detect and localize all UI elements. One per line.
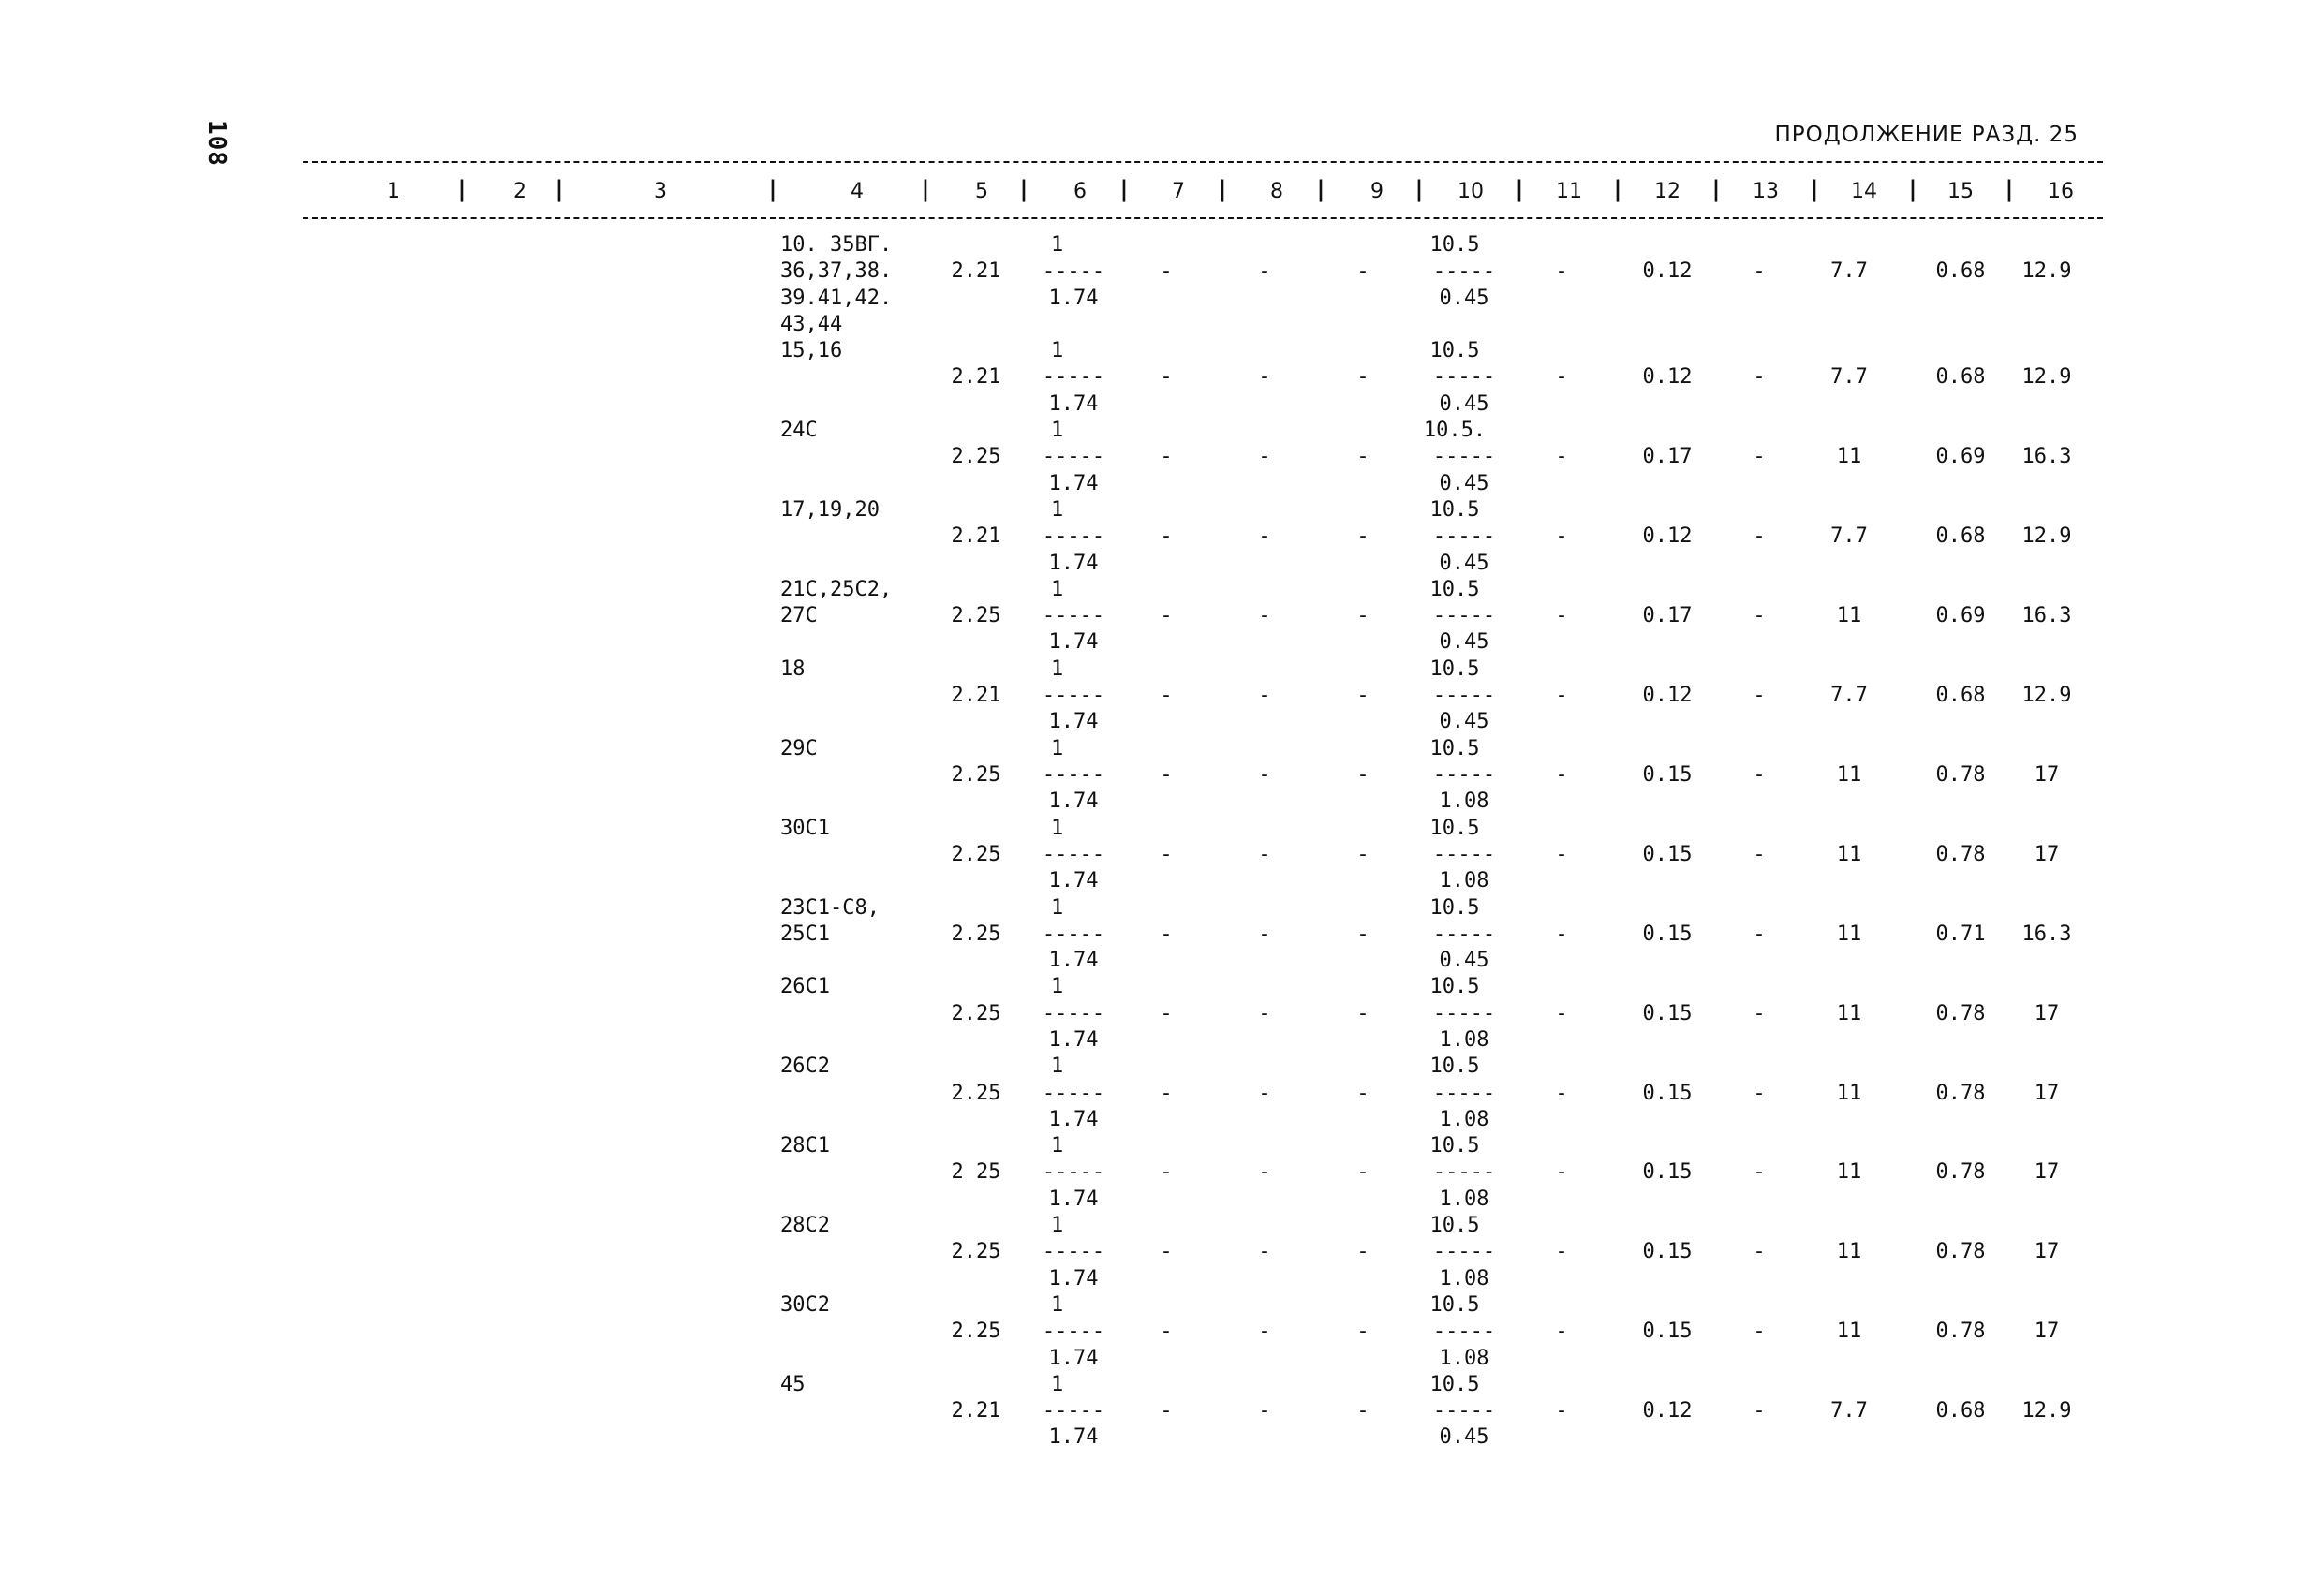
fraction-bar: -----	[1042, 684, 1105, 708]
cell-col-12: 0.15	[1642, 1160, 1693, 1185]
fraction-numerator: 1	[1051, 233, 1064, 257]
fraction-denominator: 1.74	[1048, 869, 1099, 893]
cell-col-14: 11	[1836, 1160, 1862, 1185]
column-header-1: 1	[387, 180, 400, 203]
fraction-numerator: 1	[1051, 339, 1064, 363]
row-label-line: 27С	[780, 604, 818, 628]
cell-col-7: -	[1160, 842, 1173, 866]
cell-col-8: -	[1258, 1001, 1271, 1025]
fraction-bar: -----	[1432, 445, 1496, 469]
cell-col-15: 0.78	[1935, 1240, 1986, 1264]
cell-col-12: 0.12	[1642, 524, 1693, 549]
cell-col-9: -	[1356, 365, 1369, 390]
cell-col-7: -	[1160, 1320, 1173, 1344]
cell-col-16: 17	[2034, 1160, 2060, 1185]
cell-col-14: 11	[1836, 922, 1862, 946]
cell-col-7: -	[1160, 445, 1173, 469]
cell-col-7: -	[1160, 1399, 1173, 1423]
column-header-16: 16	[2048, 180, 2074, 203]
row-label-line: 17,19,20	[780, 498, 880, 522]
cell-col-7: -	[1160, 259, 1173, 284]
fraction-bar: -----	[1432, 1399, 1496, 1423]
fraction-numerator: 10.5	[1429, 736, 1480, 760]
row-label-line: 26С1	[780, 975, 830, 999]
cell-col-13: -	[1753, 1160, 1766, 1185]
fraction-numerator: 1	[1051, 419, 1064, 443]
cell-col-11: -	[1555, 1081, 1568, 1105]
cell-col-8: -	[1258, 684, 1271, 708]
cell-col-13: -	[1753, 524, 1766, 549]
cell-col-11: -	[1555, 604, 1568, 628]
fraction-denominator: 0.45	[1439, 710, 1489, 734]
cell-col-9: -	[1356, 842, 1369, 866]
cell-col-11: -	[1555, 1399, 1568, 1423]
cell-col-8: -	[1258, 604, 1271, 628]
column-separator: |	[454, 176, 469, 202]
cell-col-11: -	[1555, 1320, 1568, 1344]
fraction-bar: -----	[1432, 762, 1496, 787]
cell-col-8: -	[1258, 259, 1271, 284]
cell-col-8: -	[1258, 842, 1271, 866]
cell-col-16: 12.9	[2021, 365, 2072, 390]
cell-col-15: 0.69	[1935, 604, 1986, 628]
cell-col-15: 0.68	[1935, 365, 1986, 390]
cell-col-11: -	[1555, 524, 1568, 549]
fraction-bar: -----	[1432, 365, 1496, 390]
fraction-numerator: 10.5	[1429, 1372, 1480, 1396]
cell-col-9: -	[1356, 1240, 1369, 1264]
column-header-2: 2	[513, 180, 526, 203]
cell-col-11: -	[1555, 762, 1568, 787]
row-label-line: 23С1-С8,	[780, 895, 880, 920]
fraction-bar: -----	[1432, 1320, 1496, 1344]
cell-col-14: 11	[1836, 1240, 1862, 1264]
cell-col-12: 0.15	[1642, 1081, 1693, 1105]
row-label-line: 30С1	[780, 816, 830, 840]
cell-col-13: -	[1753, 1001, 1766, 1025]
fraction-bar: -----	[1432, 1001, 1496, 1025]
fraction-bar: -----	[1042, 1160, 1105, 1185]
cell-col-15: 0.78	[1935, 1081, 1986, 1105]
fraction-denominator: 0.45	[1439, 286, 1489, 310]
fraction-numerator: 10.5	[1429, 975, 1480, 999]
cell-col-9: -	[1356, 259, 1369, 284]
fraction-denominator: 1.74	[1048, 630, 1099, 655]
fraction-numerator: 10.5	[1429, 1055, 1480, 1079]
cell-col-11: -	[1555, 445, 1568, 469]
fraction-bar: -----	[1432, 842, 1496, 866]
column-header-4: 4	[851, 180, 864, 203]
column-header-10: 10	[1458, 180, 1484, 203]
column-separator: |	[1512, 176, 1527, 202]
column-header-row	[0, 178, 2324, 206]
cell-col-5: 2.25	[951, 1320, 1001, 1344]
column-header-11: 11	[1556, 180, 1582, 203]
cell-col-16: 12.9	[2021, 1399, 2072, 1423]
fraction-bar: -----	[1042, 922, 1105, 946]
fraction-bar: -----	[1432, 1160, 1496, 1185]
header-bottom-rule	[303, 217, 2103, 219]
row-label-line: 36,37,38.	[780, 259, 893, 284]
fraction-numerator: 1	[1051, 975, 1064, 999]
page-number: 108	[202, 120, 230, 167]
cell-col-8: -	[1258, 1160, 1271, 1185]
fraction-denominator: 0.45	[1439, 630, 1489, 655]
fraction-bar: -----	[1432, 259, 1496, 284]
cell-col-11: -	[1555, 842, 1568, 866]
fraction-denominator: 1.08	[1439, 1107, 1489, 1131]
cell-col-14: 11	[1836, 445, 1862, 469]
fraction-numerator: 10.5	[1429, 656, 1480, 681]
cell-col-12: 0.15	[1642, 1240, 1693, 1264]
fraction-numerator: 1	[1051, 1134, 1064, 1158]
fraction-numerator: 10.5	[1429, 339, 1480, 363]
column-header-15: 15	[1947, 180, 1974, 203]
fraction-denominator: 0.45	[1439, 949, 1489, 973]
cell-col-13: -	[1753, 1240, 1766, 1264]
fraction-denominator: 0.45	[1439, 1425, 1489, 1450]
cell-col-14: 11	[1836, 842, 1862, 866]
cell-col-14: 7.7	[1830, 684, 1868, 708]
row-label-line: 18	[780, 656, 806, 681]
cell-col-5: 2.21	[951, 524, 1001, 549]
column-separator: |	[552, 176, 567, 202]
cell-col-15: 0.68	[1935, 524, 1986, 549]
cell-col-12: 0.17	[1642, 445, 1693, 469]
fraction-denominator: 1.74	[1048, 789, 1099, 814]
header-top-rule	[303, 161, 2103, 163]
fraction-bar: -----	[1042, 445, 1105, 469]
cell-col-16: 12.9	[2021, 684, 2072, 708]
cell-col-5: 2.21	[951, 259, 1001, 284]
cell-col-5: 2.21	[951, 1399, 1001, 1423]
cell-col-16: 17	[2034, 1320, 2060, 1344]
cell-col-7: -	[1160, 1081, 1173, 1105]
fraction-numerator: 1	[1051, 577, 1064, 601]
cell-col-11: -	[1555, 922, 1568, 946]
fraction-bar: -----	[1432, 1081, 1496, 1105]
cell-col-9: -	[1356, 1081, 1369, 1105]
column-separator: |	[1905, 176, 1920, 202]
fraction-numerator: 10.5	[1429, 1293, 1480, 1317]
cell-col-12: 0.12	[1642, 365, 1693, 390]
cell-col-14: 7.7	[1830, 524, 1868, 549]
cell-col-13: -	[1753, 445, 1766, 469]
column-separator: |	[1117, 176, 1132, 202]
cell-col-7: -	[1160, 762, 1173, 787]
cell-col-8: -	[1258, 1081, 1271, 1105]
column-header-3: 3	[654, 180, 667, 203]
column-separator: |	[1412, 176, 1427, 202]
cell-col-13: -	[1753, 1081, 1766, 1105]
fraction-denominator: 1.08	[1439, 789, 1489, 814]
fraction-bar: -----	[1042, 1081, 1105, 1105]
fraction-denominator: 1.74	[1048, 1266, 1099, 1291]
fraction-numerator: 10.5	[1429, 577, 1480, 601]
cell-col-5: 2.25	[951, 604, 1001, 628]
fraction-denominator: 1.74	[1048, 391, 1099, 416]
cell-col-7: -	[1160, 684, 1173, 708]
fraction-bar: -----	[1042, 762, 1105, 787]
cell-col-8: -	[1258, 524, 1271, 549]
cell-col-12: 0.12	[1642, 684, 1693, 708]
cell-col-5: 2.25	[951, 762, 1001, 787]
cell-col-7: -	[1160, 1001, 1173, 1025]
fraction-numerator: 1	[1051, 656, 1064, 681]
fraction-numerator: 1	[1051, 1055, 1064, 1079]
cell-col-5: 2.25	[951, 1001, 1001, 1025]
cell-col-11: -	[1555, 1160, 1568, 1185]
cell-col-8: -	[1258, 1240, 1271, 1264]
column-separator: |	[1016, 176, 1031, 202]
row-label-line: 45	[780, 1372, 806, 1396]
cell-col-5: 2.21	[951, 684, 1001, 708]
cell-col-16: 16.3	[2021, 604, 2072, 628]
cell-col-15: 0.78	[1935, 1001, 1986, 1025]
cell-col-15: 0.78	[1935, 1160, 1986, 1185]
cell-col-13: -	[1753, 842, 1766, 866]
fraction-numerator: 1	[1051, 498, 1064, 522]
cell-col-9: -	[1356, 604, 1369, 628]
row-label-line: 30С2	[780, 1293, 830, 1317]
cell-col-9: -	[1356, 1001, 1369, 1025]
fraction-denominator: 1.74	[1048, 1425, 1099, 1450]
row-label-line: 21С,25С2,	[780, 577, 893, 601]
cell-col-16: 12.9	[2021, 524, 2072, 549]
column-separator: |	[1215, 176, 1230, 202]
cell-col-8: -	[1258, 445, 1271, 469]
cell-col-13: -	[1753, 1320, 1766, 1344]
cell-col-12: 0.15	[1642, 842, 1693, 866]
fraction-numerator: 10.5	[1429, 233, 1480, 257]
fraction-numerator: 1	[1051, 736, 1064, 760]
table-body	[0, 232, 2324, 1562]
cell-col-9: -	[1356, 1399, 1369, 1423]
row-label-line: 28С1	[780, 1134, 830, 1158]
cell-col-7: -	[1160, 1240, 1173, 1264]
column-separator: |	[2002, 176, 2017, 202]
fraction-bar: -----	[1042, 1320, 1105, 1344]
cell-col-13: -	[1753, 762, 1766, 787]
row-label-line: 26С2	[780, 1055, 830, 1079]
row-label-line: 29С	[780, 736, 818, 760]
cell-col-16: 17	[2034, 842, 2060, 866]
column-header-6: 6	[1073, 180, 1087, 203]
cell-col-15: 0.78	[1935, 762, 1986, 787]
cell-col-7: -	[1160, 922, 1173, 946]
column-separator: |	[1709, 176, 1724, 202]
column-header-9: 9	[1370, 180, 1384, 203]
cell-col-12: 0.12	[1642, 1399, 1693, 1423]
fraction-numerator: 10.5	[1429, 895, 1480, 920]
cell-col-9: -	[1356, 922, 1369, 946]
fraction-bar: -----	[1042, 604, 1105, 628]
fraction-denominator: 0.45	[1439, 471, 1489, 495]
cell-col-15: 0.68	[1935, 1399, 1986, 1423]
cell-col-13: -	[1753, 1399, 1766, 1423]
fraction-denominator: 1.08	[1439, 1266, 1489, 1291]
cell-col-16: 16.3	[2021, 445, 2072, 469]
column-header-13: 13	[1753, 180, 1779, 203]
row-label-line: 24С	[780, 419, 818, 443]
fraction-bar: -----	[1042, 1240, 1105, 1264]
cell-col-14: 11	[1836, 1081, 1862, 1105]
cell-col-5: 2.25	[951, 842, 1001, 866]
cell-col-15: 0.78	[1935, 842, 1986, 866]
cell-col-9: -	[1356, 445, 1369, 469]
column-separator: |	[918, 176, 933, 202]
cell-col-14: 7.7	[1830, 365, 1868, 390]
fraction-numerator: 10.5	[1429, 1134, 1480, 1158]
fraction-bar: -----	[1042, 524, 1105, 549]
cell-col-12: 0.12	[1642, 259, 1693, 284]
fraction-bar: -----	[1432, 684, 1496, 708]
cell-col-11: -	[1555, 1001, 1568, 1025]
column-separator: |	[1610, 176, 1625, 202]
fraction-denominator: 1.08	[1439, 1187, 1489, 1211]
fraction-denominator: 1.74	[1048, 1107, 1099, 1131]
cell-col-12: 0.15	[1642, 762, 1693, 787]
cell-col-15: 0.71	[1935, 922, 1986, 946]
fraction-numerator: 10.5	[1429, 498, 1480, 522]
cell-col-13: -	[1753, 684, 1766, 708]
cell-col-9: -	[1356, 1160, 1369, 1185]
cell-col-7: -	[1160, 1160, 1173, 1185]
cell-col-14: 11	[1836, 604, 1862, 628]
cell-col-11: -	[1555, 365, 1568, 390]
fraction-numerator: 1	[1051, 816, 1064, 840]
cell-col-8: -	[1258, 1399, 1271, 1423]
fraction-bar: -----	[1042, 365, 1105, 390]
cell-col-15: 0.68	[1935, 684, 1986, 708]
fraction-numerator: 10.5	[1429, 1214, 1480, 1238]
cell-col-14: 7.7	[1830, 259, 1868, 284]
cell-col-7: -	[1160, 524, 1173, 549]
cell-col-11: -	[1555, 684, 1568, 708]
fraction-bar: -----	[1042, 1399, 1105, 1423]
row-label-line: 43,44	[780, 312, 843, 336]
column-header-12: 12	[1654, 180, 1680, 203]
fraction-denominator: 1.74	[1048, 286, 1099, 310]
cell-col-8: -	[1258, 1320, 1271, 1344]
cell-col-7: -	[1160, 365, 1173, 390]
column-separator: |	[1313, 176, 1328, 202]
cell-col-8: -	[1258, 922, 1271, 946]
cell-col-11: -	[1555, 1240, 1568, 1264]
column-header-8: 8	[1270, 180, 1283, 203]
cell-col-5: 2.21	[951, 365, 1001, 390]
column-header-14: 14	[1851, 180, 1877, 203]
column-header-7: 7	[1172, 180, 1185, 203]
cell-col-13: -	[1753, 604, 1766, 628]
cell-col-16: 17	[2034, 762, 2060, 787]
column-separator: |	[1807, 176, 1822, 202]
fraction-bar: -----	[1042, 1001, 1105, 1025]
fraction-numerator: 1	[1051, 1214, 1064, 1238]
row-label-line: 15,16	[780, 339, 843, 363]
fraction-denominator: 1.08	[1439, 869, 1489, 893]
cell-col-5: 2.25	[951, 1081, 1001, 1105]
fraction-bar: -----	[1042, 259, 1105, 284]
cell-col-16: 17	[2034, 1081, 2060, 1105]
cell-col-16: 16.3	[2021, 922, 2072, 946]
column-separator: |	[765, 176, 780, 202]
fraction-denominator: 1.08	[1439, 1346, 1489, 1370]
fraction-bar: -----	[1432, 524, 1496, 549]
fraction-denominator: 1.74	[1048, 949, 1099, 973]
cell-col-9: -	[1356, 1320, 1369, 1344]
cell-col-7: -	[1160, 604, 1173, 628]
cell-col-12: 0.15	[1642, 1320, 1693, 1344]
cell-col-12: 0.15	[1642, 1001, 1693, 1025]
cell-col-13: -	[1753, 259, 1766, 284]
fraction-bar: -----	[1432, 922, 1496, 946]
row-label-line: 28С2	[780, 1214, 830, 1238]
cell-col-5: 2.25	[951, 1240, 1001, 1264]
fraction-numerator: 1	[1051, 1372, 1064, 1396]
cell-col-12: 0.17	[1642, 604, 1693, 628]
cell-col-16: 17	[2034, 1240, 2060, 1264]
fraction-numerator: 1	[1051, 895, 1064, 920]
cell-col-9: -	[1356, 524, 1369, 549]
fraction-denominator: 1.74	[1048, 471, 1099, 495]
fraction-denominator: 0.45	[1439, 391, 1489, 416]
cell-col-5: 2.25	[951, 445, 1001, 469]
cell-col-16: 12.9	[2021, 259, 2072, 284]
cell-col-14: 11	[1836, 762, 1862, 787]
cell-col-14: 11	[1836, 1001, 1862, 1025]
cell-col-8: -	[1258, 762, 1271, 787]
fraction-bar: -----	[1432, 604, 1496, 628]
row-label-line: 10. 35ВГ.	[780, 233, 893, 257]
fraction-numerator: 1	[1051, 1293, 1064, 1317]
fraction-denominator: 0.45	[1439, 551, 1489, 575]
cell-col-15: 0.68	[1935, 259, 1986, 284]
cell-col-15: 0.69	[1935, 445, 1986, 469]
fraction-bar: -----	[1042, 842, 1105, 866]
column-header-5: 5	[975, 180, 988, 203]
cell-col-14: 11	[1836, 1320, 1862, 1344]
fraction-denominator: 1.74	[1048, 1027, 1099, 1052]
cell-col-13: -	[1753, 922, 1766, 946]
fraction-denominator: 1.08	[1439, 1027, 1489, 1052]
row-label-line: 25С1	[780, 922, 830, 946]
fraction-numerator: 10.5	[1429, 816, 1480, 840]
cell-col-15: 0.78	[1935, 1320, 1986, 1344]
fraction-denominator: 1.74	[1048, 551, 1099, 575]
cell-col-16: 17	[2034, 1001, 2060, 1025]
fraction-numerator: 10.5.	[1423, 419, 1487, 443]
cell-col-5: 2 25	[951, 1160, 1001, 1185]
row-label-line: 39.41,42.	[780, 286, 893, 310]
fraction-denominator: 1.74	[1048, 1346, 1099, 1370]
cell-col-9: -	[1356, 762, 1369, 787]
cell-col-5: 2.25	[951, 922, 1001, 946]
cell-col-13: -	[1753, 365, 1766, 390]
cell-col-8: -	[1258, 365, 1271, 390]
fraction-denominator: 1.74	[1048, 710, 1099, 734]
cell-col-12: 0.15	[1642, 922, 1693, 946]
section-heading: ПРОДОЛЖЕНИЕ РАЗД. 25	[1774, 123, 2079, 147]
cell-col-9: -	[1356, 684, 1369, 708]
cell-col-11: -	[1555, 259, 1568, 284]
cell-col-14: 7.7	[1830, 1399, 1868, 1423]
fraction-bar: -----	[1432, 1240, 1496, 1264]
fraction-denominator: 1.74	[1048, 1187, 1099, 1211]
